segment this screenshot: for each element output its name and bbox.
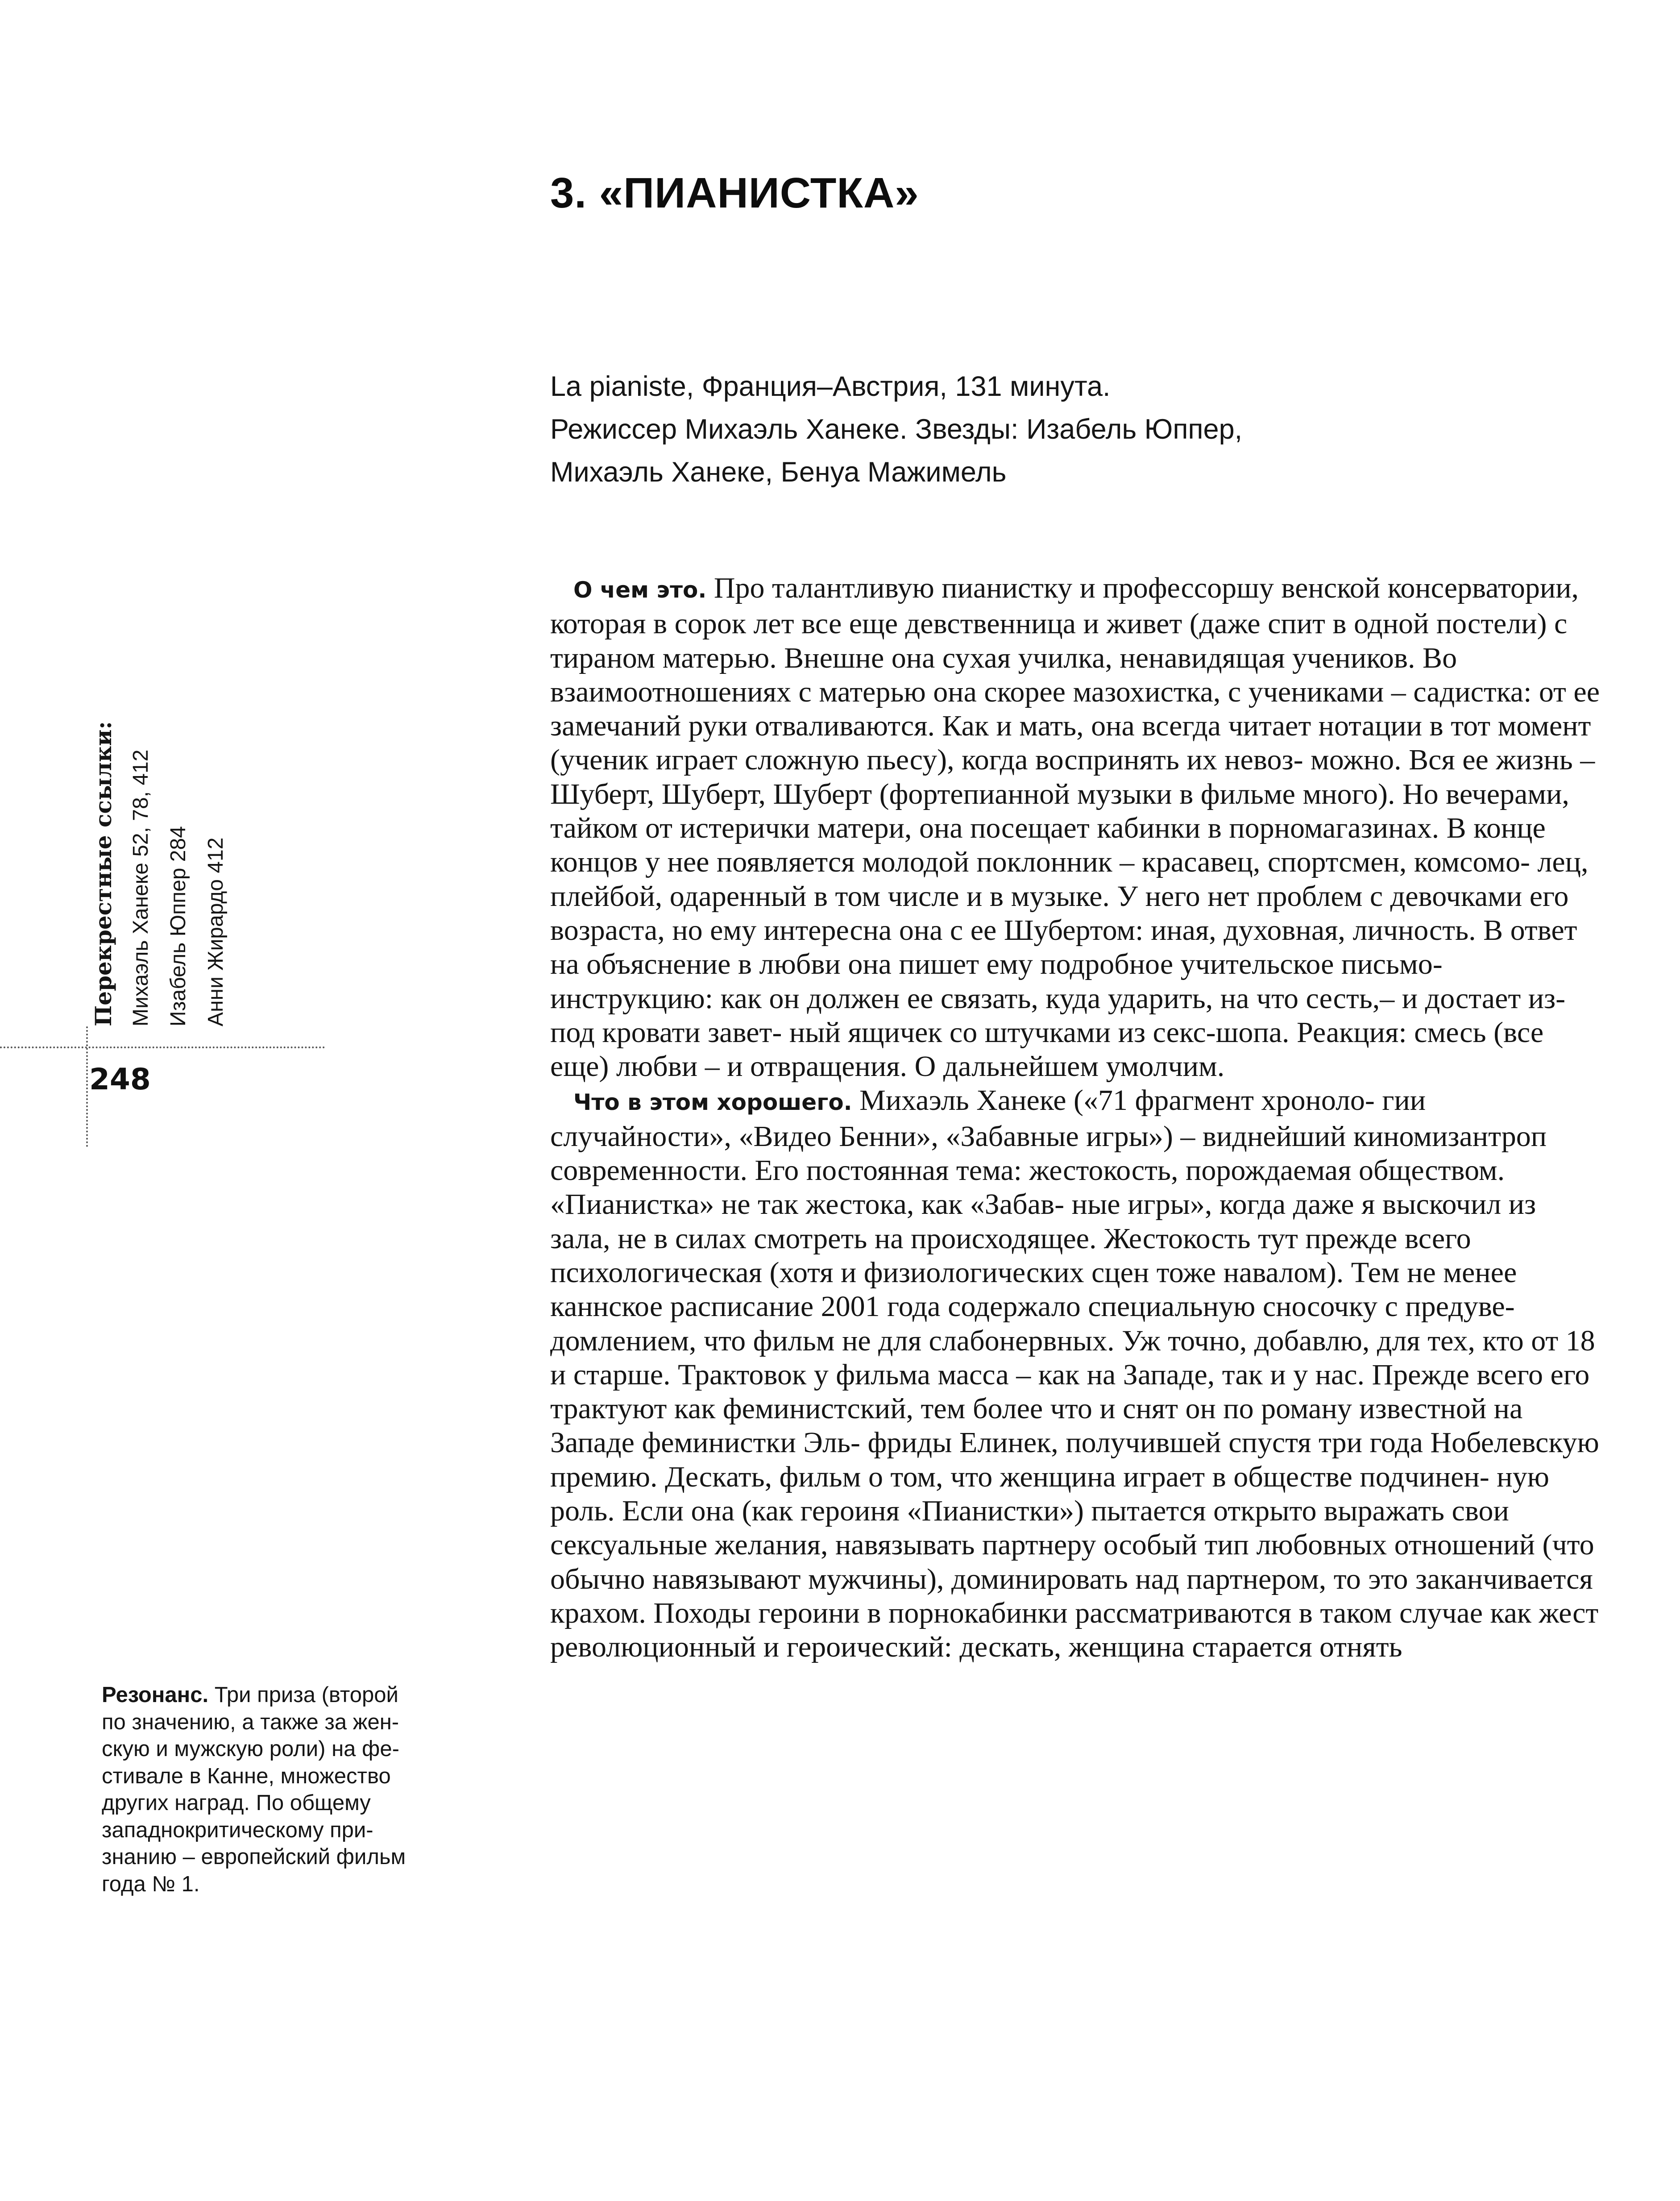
cross-reference-item: Анни Жирардо 412: [204, 837, 228, 1026]
margin-divider-vertical: [86, 1026, 88, 1147]
resonance-line: стивале в Канне, множество: [102, 1764, 391, 1788]
about-label: О чем это.: [573, 577, 707, 603]
about-paragraph: [550, 571, 1602, 1084]
good-label: Что в этом хорошего.: [573, 1089, 852, 1116]
cross-reference-item: Изабель Юппер 284: [166, 826, 190, 1026]
resonance-line: знанию – европейский фильм: [102, 1845, 406, 1869]
about-tail: О дальнейшем умолчим.: [914, 1050, 1225, 1083]
resonance-line: года № 1.: [102, 1872, 200, 1896]
resonance-line: других наград. По общему: [102, 1791, 371, 1815]
page-number: 248: [89, 1062, 151, 1096]
good-text: Михаэль Ханеке («71 фрагмент хроноло- гии случайности», «Видео Бенни», «Забавные игры») – виднейший киномизантроп современности. Его постоянная тема: жестокость, порождаемая обществом. «Пианистка» не так жестока, как «Забав- ные игры», когда даже я выскочил из зала, не в силах смотреть на происходящее. Жестокость тут прежде всего психологическая (хотя и физиологических сцен тоже навалом). Тем не менее каннское расписание 2001 года содержало специальную сносочку с предуве- домлением, что фильм не для слабонервных. Уж точно, добавлю, для тех, кто от 18 и старше. Трактовок у фильма масса – как на Западе, так и у нас. Прежде всего его трактуют как феминистский, тем более что и снят он по роману известной на Западе феминистки Эль- фриды Елинек, получившей спустя три года Нобелевскую премию. Дескать, фильм о том, что женщина играет в обществе подчинен- ную роль. Если она (как героиня «Пианистки») пытается открыто выражать свои сексуальные желания, навязывать партнеру особый тип любовных отношений (что обычно навязывают мужчины), доминировать над партнером, то это заканчивается крахом. Походы героини в порнокабинки рассматриваются в таком случае как жест революционный и героический: дескать, женщина старается отнять: [550, 1084, 1599, 1664]
credits-line-3: Михаэль Ханеке, Бенуа Мажимель: [550, 457, 1007, 488]
about-text: Про талантливую пианистку и профессоршу венской консерватории, которая в сорок лет все еще девственница и живет (даже спит в одной постели) с тираном матерью. Внешне она сухая училка, ненавидящая учеников. Во взаимоотношениях с матерью она скорее мазохистка, с учениками – садистка: от ее замечаний руки отваливаются. Как и мать, она всегда читает нотации в тот момент (ученик играет сложную пьесу), когда воспринять их невоз- можно. Вся ее жизнь – Шуберт, Шуберт, Шуберт (фортепианной музыки в фильме много). Но вечерами, тайком от истерички матери, она посещает кабинки в порномагазинах. В конце концов у нее появляется молодой поклонник – красавец, спортсмен, комсомо- лец, плейбой, одаренный в том числе и в музыке. У него нет проблем с девочками его возраста, но ему интересна она с ее Шубертом: иная, духовная, личность. В ответ на объяснение в любви она пишет ему подробное учительское письмо-инструкцию: как он должен ее связать, куда ударить, на что сесть,– и достает из-под кровати завет- ный ящичек со штучками из секс-шопа. Реакция: смесь (все еще) любви – и отвращения.: [550, 572, 1600, 1083]
cross-references-heading: Перекрестные ссылки:: [90, 721, 116, 1026]
resonance-text: Три приза (второй: [208, 1683, 398, 1707]
margin-divider-horizontal: [0, 1047, 325, 1048]
resonance-note: [102, 1682, 494, 1898]
credits-line-1: La pianiste, Франция–Австрия, 131 минута.: [550, 371, 1111, 402]
resonance-line: [102, 1682, 494, 1709]
resonance-label: Резонанс.: [102, 1683, 209, 1707]
film-credits: [550, 365, 1621, 494]
good-paragraph: [550, 1084, 1602, 1664]
article-body: [550, 571, 1602, 1665]
page-title: 3. «ПИАНИСТКА»: [550, 169, 919, 217]
resonance-line: западнокритическому при-: [102, 1818, 373, 1842]
cross-reference-item: Михаэль Ханеке 52, 78, 412: [129, 749, 153, 1026]
credits-line-2: Режиссер Михаэль Ханеке. Звезды: Изабель Юппер,: [550, 414, 1243, 445]
resonance-line: скую и мужскую роли) на фе-: [102, 1737, 399, 1761]
resonance-line: по значению, а также за жен-: [102, 1710, 399, 1734]
